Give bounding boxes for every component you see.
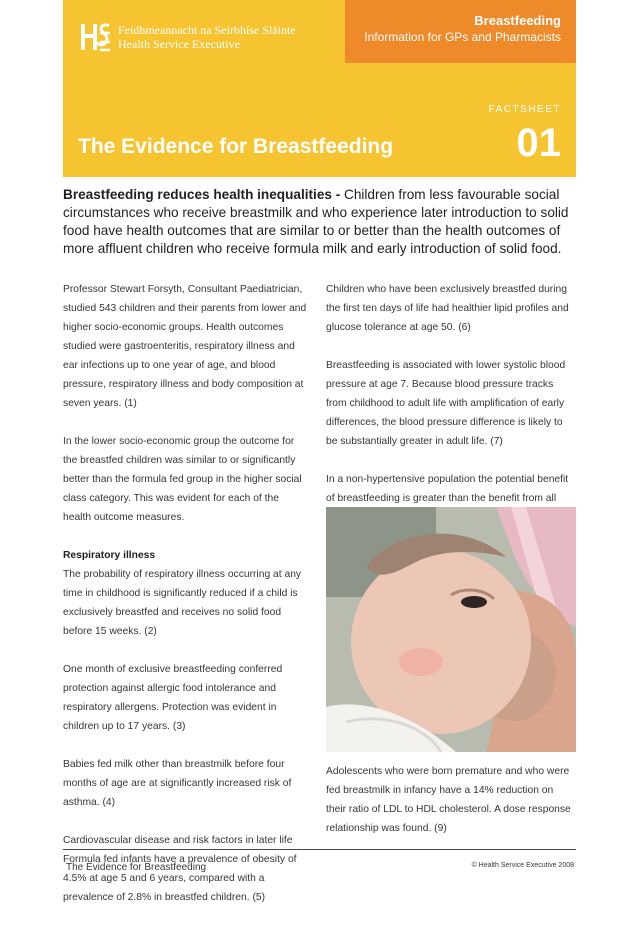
right-paragraph-4: Adolescents who were born premature and who were fed breastmilk in infancy have a 14% reduction on their ratio of LDL to HDL cholesterol. A dose response relationship was found. (9) — [326, 766, 571, 834]
footer-divider — [63, 849, 576, 850]
baby-photo-illustration — [326, 507, 576, 752]
left-paragraph-6: Cardiovascular disease and risk factors in later life Formula fed infants have a prevalence of obesity of 4.5% at age 5 and 6 years, compared with a prevalence of 2.8% in breastfed children. (5) — [63, 835, 297, 903]
footer-copyright: © Health Service Executive 2008 — [471, 862, 574, 869]
right-paragraph-1: Children who have been exclusively breastfed during the first ten days of life had healthier lipid profiles and glucose tolerance at age 50. (6) — [326, 284, 569, 333]
left-paragraph-3: The probability of respiratory illness occurring at any time in childhood is significantly reduced if a child is exclusively breastfed and receives no solid food before 15 weeks. (2) — [63, 569, 302, 637]
hse-logo-icon — [78, 20, 112, 54]
page-title: The Evidence for Breastfeeding — [78, 135, 394, 158]
series-box — [345, 0, 576, 63]
respiratory-heading: Respiratory illness — [63, 550, 156, 561]
lead-paragraph — [63, 186, 576, 258]
left-paragraph-1: Professor Stewart Forsyth, Consultant Paediatrician, studied 543 children and their parents from lower and higher socio-economic groups. Health outcomes studied were gastroenteritis, respiratory illness and ear infections up to one year of age, and blood pressure, respiratory illness and body composition at seven years. (1) — [63, 284, 307, 409]
factsheet-label: FACTSHEET — [488, 104, 561, 115]
right-paragraph-3: In a non-hypertensive population the potential benefit of breastfeeding is greater than the benefit from all — [326, 474, 569, 504]
footer-title: The Evidence for Breastfeeding — [66, 862, 207, 873]
series-title: Breastfeeding — [474, 13, 561, 28]
respiratory-section — [63, 546, 309, 641]
breastfeeding-photo — [326, 507, 576, 752]
left-paragraph-4: One month of exclusive breastfeeding conferred protection against allergic food intolerance and respiratory allergens. Protection was evident in children up to 17 years. (3) — [63, 664, 283, 732]
left-paragraph-5: Babies fed milk other than breastmilk before four months of age are at significantly increased risk of asthma. (4) — [63, 759, 292, 808]
lead-text: Children from less favourable social circumstances who receive breastmilk and who experience later introduction to solid food have health outcomes that are similar to or better than the health outcomes of more affluent children who receive formula milk and early introduction of solid food. — [63, 187, 569, 256]
right-paragraph-2: Breastfeeding is associated with lower systolic blood pressure at age 7. Because blood pressure tracks from childhood to adult life with amplification of early differences, the blood pressure difference is likely to be substantially greater in adult life. (7) — [326, 360, 566, 447]
lead-bold: Breastfeeding reduces health inequalities - — [63, 187, 345, 202]
series-subtitle: Information for GPs and Pharmacists — [364, 30, 561, 44]
org-name-english: Health Service Executive — [118, 37, 240, 51]
hse-logo — [78, 20, 296, 56]
left-paragraph-2: In the lower socio-economic group the outcome for the breastfed children was similar to or significantly better than the formula fed group in the higher social class category. This was evident for each of the health outcome measures. — [63, 436, 302, 523]
org-name-irish: Feidhmeannacht na Seirbhíse Sláinte — [118, 23, 296, 37]
left-column — [63, 280, 309, 926]
factsheet-number: 01 — [516, 121, 561, 165]
hse-logo-text — [118, 23, 296, 51]
